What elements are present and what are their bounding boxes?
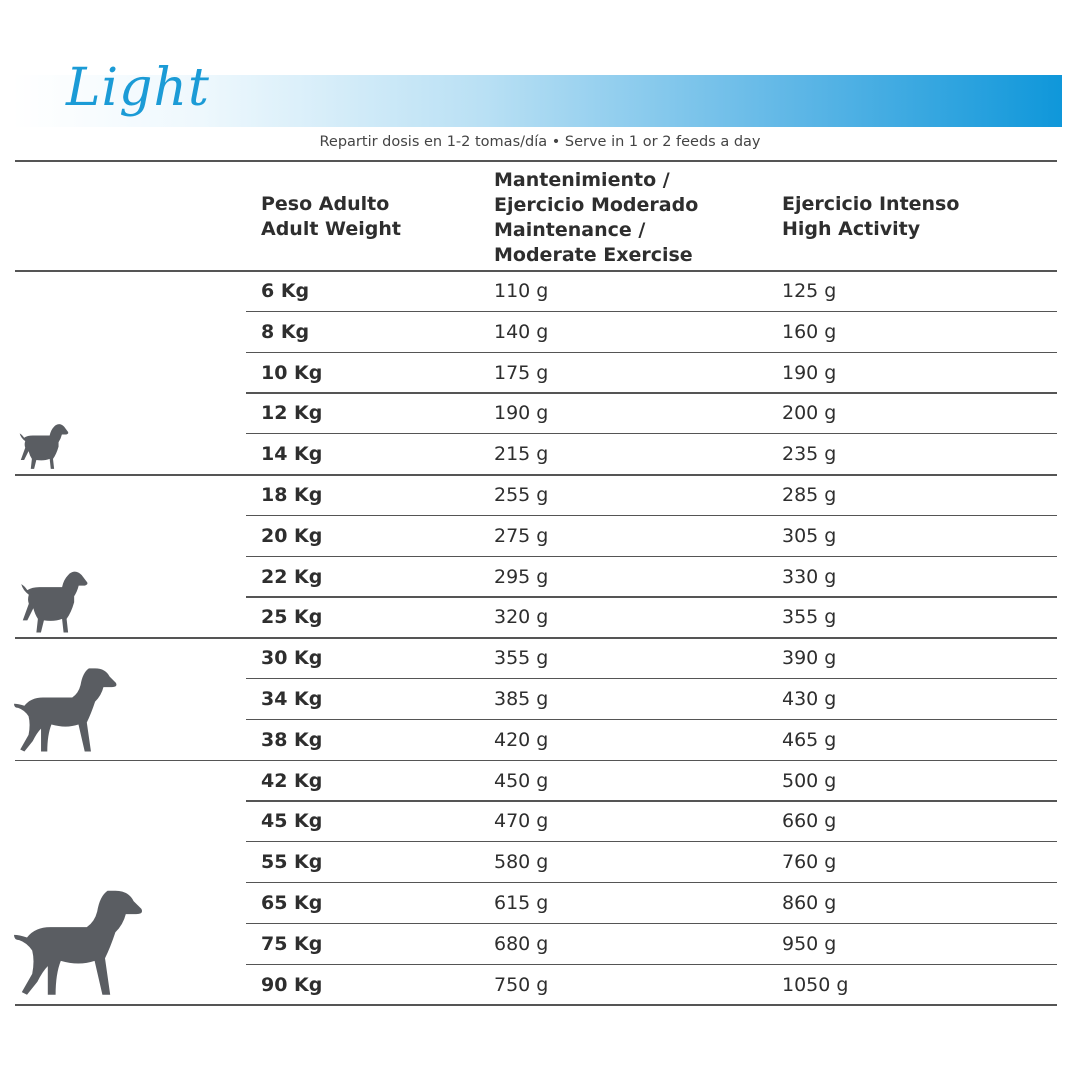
group-divider — [15, 1004, 1057, 1006]
table-row — [15, 761, 1057, 802]
maintenance-cell: 215 g — [494, 443, 549, 466]
table-row — [15, 353, 1057, 394]
table-row — [15, 679, 1057, 720]
maintenance-cell: 385 g — [494, 688, 549, 710]
header-intense-es: Ejercicio Intenso — [782, 193, 960, 215]
maintenance-cell: 295 g — [494, 565, 549, 588]
brand-logo: Light — [66, 58, 210, 118]
maintenance-cell: 750 g — [494, 973, 549, 996]
header-maintenance-line2: Ejercicio Moderado — [494, 194, 699, 216]
medium-dog-icon — [15, 566, 91, 634]
weight-cell: 6 Kg — [261, 280, 310, 302]
maintenance-cell: 175 g — [494, 361, 549, 384]
intense-cell: 465 g — [782, 728, 837, 751]
maintenance-cell: 580 g — [494, 851, 549, 874]
table-row — [15, 842, 1057, 883]
maintenance-cell: 615 g — [494, 892, 549, 914]
weight-cell: 45 Kg — [261, 810, 323, 833]
intense-cell: 160 g — [782, 320, 837, 343]
intense-cell: 430 g — [782, 688, 837, 710]
maintenance-cell: 140 g — [494, 320, 549, 343]
intense-cell: 660 g — [782, 810, 837, 833]
table-row — [15, 924, 1057, 965]
intense-cell: 390 g — [782, 647, 837, 670]
table-row — [15, 638, 1057, 679]
intense-cell: 1050 g — [782, 973, 849, 996]
header-weight-es: Peso Adulto — [261, 193, 390, 215]
weight-cell: 42 Kg — [261, 769, 323, 792]
large-dog-icon — [14, 666, 118, 756]
maintenance-cell: 110 g — [494, 280, 549, 302]
weight-cell: 55 Kg — [261, 851, 323, 874]
table-row — [15, 393, 1057, 434]
header-intense — [782, 192, 959, 242]
intense-cell: 355 g — [782, 606, 837, 629]
table-row — [15, 434, 1057, 475]
weight-cell: 34 Kg — [261, 688, 323, 710]
table-row — [15, 475, 1057, 516]
maintenance-cell: 190 g — [494, 402, 549, 425]
weight-cell: 22 Kg — [261, 565, 323, 588]
weight-cell: 30 Kg — [261, 647, 323, 670]
maintenance-cell: 320 g — [494, 606, 549, 629]
maintenance-cell: 450 g — [494, 769, 549, 792]
intense-cell: 330 g — [782, 565, 837, 588]
header-maintenance-line3: Maintenance / — [494, 219, 646, 241]
weight-cell: 38 Kg — [261, 728, 323, 751]
table-row — [15, 312, 1057, 353]
intense-cell: 950 g — [782, 932, 837, 955]
maintenance-cell: 470 g — [494, 810, 549, 833]
weight-cell: 12 Kg — [261, 402, 323, 425]
intense-cell: 200 g — [782, 402, 837, 425]
table-row — [15, 597, 1057, 638]
header-maintenance-line1: Mantenimiento / — [494, 169, 670, 191]
table-row — [15, 720, 1057, 761]
giant-dog-icon — [14, 888, 144, 1000]
table-row — [15, 801, 1057, 842]
weight-cell: 25 Kg — [261, 606, 323, 629]
intense-cell: 305 g — [782, 524, 837, 547]
intense-cell: 860 g — [782, 892, 837, 914]
intense-cell: 125 g — [782, 280, 837, 302]
maintenance-cell: 255 g — [494, 484, 549, 506]
small-dog-icon — [15, 420, 71, 470]
weight-cell: 14 Kg — [261, 443, 323, 466]
weight-cell: 75 Kg — [261, 932, 323, 955]
intense-cell: 760 g — [782, 851, 837, 874]
header-maintenance-line4: Moderate Exercise — [494, 244, 693, 266]
intense-cell: 190 g — [782, 361, 837, 384]
table-row — [15, 516, 1057, 557]
weight-cell: 90 Kg — [261, 973, 323, 996]
table-row — [15, 557, 1057, 598]
header-weight-en: Adult Weight — [261, 218, 401, 240]
maintenance-cell: 355 g — [494, 647, 549, 670]
header-intense-en: High Activity — [782, 218, 921, 240]
table-row — [15, 271, 1057, 312]
table-row — [15, 965, 1057, 1006]
weight-cell: 8 Kg — [261, 320, 310, 343]
header-maintenance — [494, 168, 698, 268]
intense-cell: 235 g — [782, 443, 837, 466]
header-weight — [261, 192, 401, 242]
weight-cell: 10 Kg — [261, 361, 323, 384]
table-row — [15, 883, 1057, 924]
weight-cell: 65 Kg — [261, 892, 323, 914]
intense-cell: 285 g — [782, 484, 837, 506]
serving-note: Repartir dosis en 1-2 tomas/día • Serve in 1 or 2 feeds a day — [319, 134, 761, 150]
weight-cell: 20 Kg — [261, 524, 323, 547]
intense-cell: 500 g — [782, 769, 837, 792]
weight-cell: 18 Kg — [261, 484, 323, 506]
header-top-divider — [15, 160, 1057, 162]
maintenance-cell: 275 g — [494, 524, 549, 547]
maintenance-cell: 680 g — [494, 932, 549, 955]
maintenance-cell: 420 g — [494, 728, 549, 751]
